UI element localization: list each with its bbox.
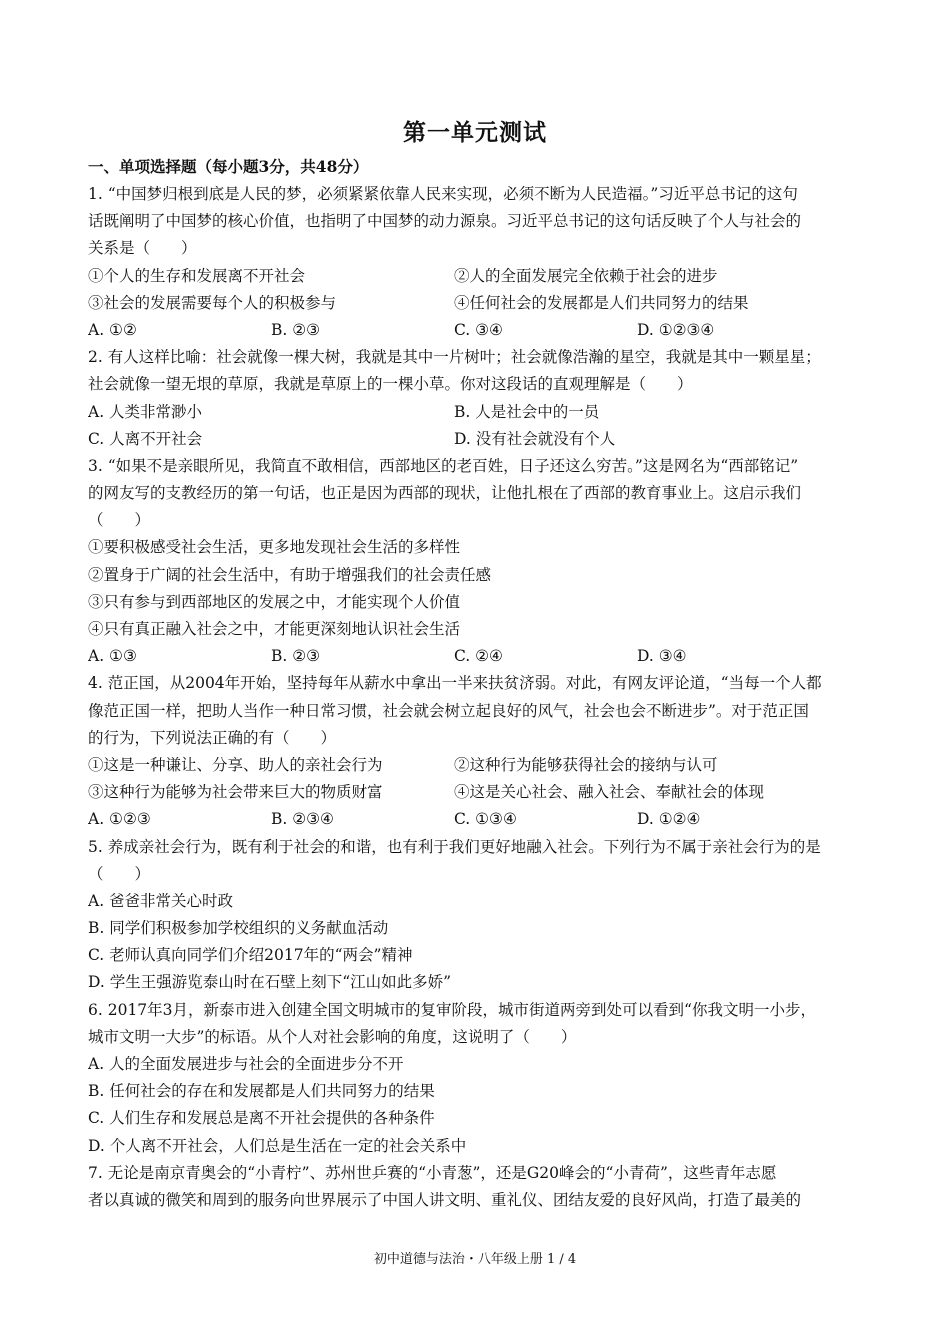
answer-choices	[88, 806, 864, 833]
answer-choice: C. ①③④	[454, 810, 517, 829]
option-row	[88, 779, 864, 806]
text-line: （ ）	[88, 864, 151, 883]
text-line: ②置身于广阔的社会生活中，有助于增强我们的社会责任感	[88, 565, 492, 584]
text-line: 者以真诚的微笑和周到的服务向世界展示了中国人讲文明、重礼仪、团结友爱的良好风尚，打造了最美的	[88, 1190, 802, 1209]
answer-choice: B. ②③	[271, 320, 321, 339]
text-line: A. 人的全面发展进步与社会的全面进步分不开	[88, 1055, 404, 1073]
option-row	[88, 290, 864, 317]
text-line: 城市文明一大步”的标语。从个人对社会影响的角度，这说明了（ ）	[88, 1027, 577, 1046]
option-row	[88, 263, 864, 290]
text-line: C. 人们生存和发展总是离不开社会提供的各种条件	[88, 1109, 435, 1128]
option-item: D. 没有社会就没有个人	[454, 429, 616, 448]
text-line: ③只有参与到西部地区的发展之中，才能实现个人价值	[88, 592, 461, 611]
text-line: 关系是（ ）	[88, 239, 197, 258]
text-line: 6. 2017年3月，新泰市进入创建全国文明城市的复审阶段，城市街道两旁到处可以看到“你我文明一小步，	[88, 1000, 816, 1019]
text-line: 7. 无论是南京青奥会的“小青柠”、苏州世乒赛的“小青葱”，还是G20峰会的“小青荷”，这些青年志愿	[88, 1163, 777, 1182]
text-line: 4. 范正国，从2004年开始，坚持每年从薪水中拿出一半来扶贫济弱。对此，有网友评论道，“当每一个人都	[88, 674, 822, 693]
option-item: ④任何社会的发展都是人们共同努力的结果	[454, 293, 749, 312]
answer-choice: D. ①②③④	[637, 320, 715, 339]
text-line: 话既阐明了中国梦的核心价值，也指明了中国梦的动力源泉。习近平总书记的这句话反映了个人与社会的	[88, 212, 802, 231]
page-title: 第一单元测试	[403, 119, 547, 146]
text-line: B. 同学们积极参加学校组织的义务献血活动	[88, 919, 389, 938]
text-line: 1. “中国梦归根到底是人民的梦，必须紧紧依靠人民来实现，必须不断为人民造福。”习近平总书记的这句	[88, 185, 798, 203]
text-line: C. 老师认真向同学们介绍2017年的“两会”精神	[88, 946, 413, 965]
text-line: 2. 有人这样比喻：社会就像一棵大树，我就是其中一片树叶；社会就像浩瀚的星空，我就是其中一颗星星；	[88, 348, 821, 367]
option-row	[88, 399, 864, 426]
text-line: D. 学生王强游览泰山时在石壁上刻下“江山如此多娇”	[88, 973, 452, 992]
section-heading: 一、单项选择题（每小题3分，共48分）	[88, 157, 369, 176]
answer-choice: B. ②③	[271, 647, 321, 666]
text-line: ①要积极感受社会生活，更多地发现社会生活的多样性	[88, 538, 461, 557]
page-footer: 初中道德与法治・八年级上册 1 / 4	[373, 1252, 577, 1267]
text-line: 5. 养成亲社会行为，既有利于社会的和谐，也有利于我们更好地融入社会。下列行为不属于亲社会行为的是	[88, 837, 821, 856]
answer-choice: A. ①②	[88, 320, 137, 339]
answer-choices	[88, 643, 864, 670]
text-line: 的行为，下列说法正确的有（ ）	[88, 728, 337, 747]
option-item: ③这种行为能够为社会带来巨大的物质财富	[88, 783, 383, 802]
option-item: ③社会的发展需要每个人的积极参与	[88, 293, 337, 312]
text-line: 3. “如果不是亲眼所见，我简直不敢相信，西部地区的老百姓，日子还这么穷苦。”这是网名为“西部铭记”	[88, 456, 799, 475]
option-row	[88, 426, 864, 453]
text-line: B. 任何社会的存在和发展都是人们共同努力的结果	[88, 1082, 435, 1101]
text-line: 像范正国一样，把助人当作一种日常习惯，社会就会树立起良好的风气，社会也会不断进步”。对于范正国	[88, 701, 809, 720]
option-row	[88, 752, 864, 779]
option-item: C. 人离不开社会	[88, 429, 203, 448]
option-item: B. 人是社会中的一员	[454, 402, 600, 421]
option-item: ①个人的生存和发展离不开社会	[88, 266, 306, 285]
text-line: A. 爸爸非常关心时政	[88, 891, 234, 910]
answer-choice: D. ①②④	[637, 810, 701, 829]
answer-choice: A. ①②③	[88, 810, 151, 829]
option-item: A. 人类非常渺小	[88, 402, 203, 421]
option-item: ④这是关心社会、融入社会、奉献社会的体现	[454, 783, 765, 802]
text-line: （ ）	[88, 511, 151, 530]
answer-choice: B. ②③④	[271, 810, 334, 829]
answer-choice: D. ③④	[637, 647, 687, 666]
answer-choice: C. ③④	[454, 320, 503, 339]
answer-choices	[88, 317, 864, 344]
option-item: ②人的全面发展完全依赖于社会的进步	[454, 266, 718, 285]
option-item: ②这种行为能够获得社会的接纳与认可	[454, 755, 718, 774]
text-line: ④只有真正融入社会之中，才能更深刻地认识社会生活	[88, 620, 461, 638]
text-line: D. 个人离不开社会，人们总是生活在一定的社会关系中	[88, 1136, 467, 1155]
question-list	[88, 181, 864, 1214]
answer-choice: A. ①③	[88, 647, 137, 666]
text-line: 社会就像一望无垠的草原，我就是草原上的一棵小草。你对这段话的直观理解是（ ）	[88, 375, 693, 394]
text-line: 的网友写的支教经历的第一句话，也正是因为西部的现状，让他扎根在了西部的教育事业上。这启示我们	[88, 484, 802, 503]
answer-choice: C. ②④	[454, 647, 503, 666]
option-item: ①这是一种谦让、分享、助人的亲社会行为	[88, 755, 383, 774]
